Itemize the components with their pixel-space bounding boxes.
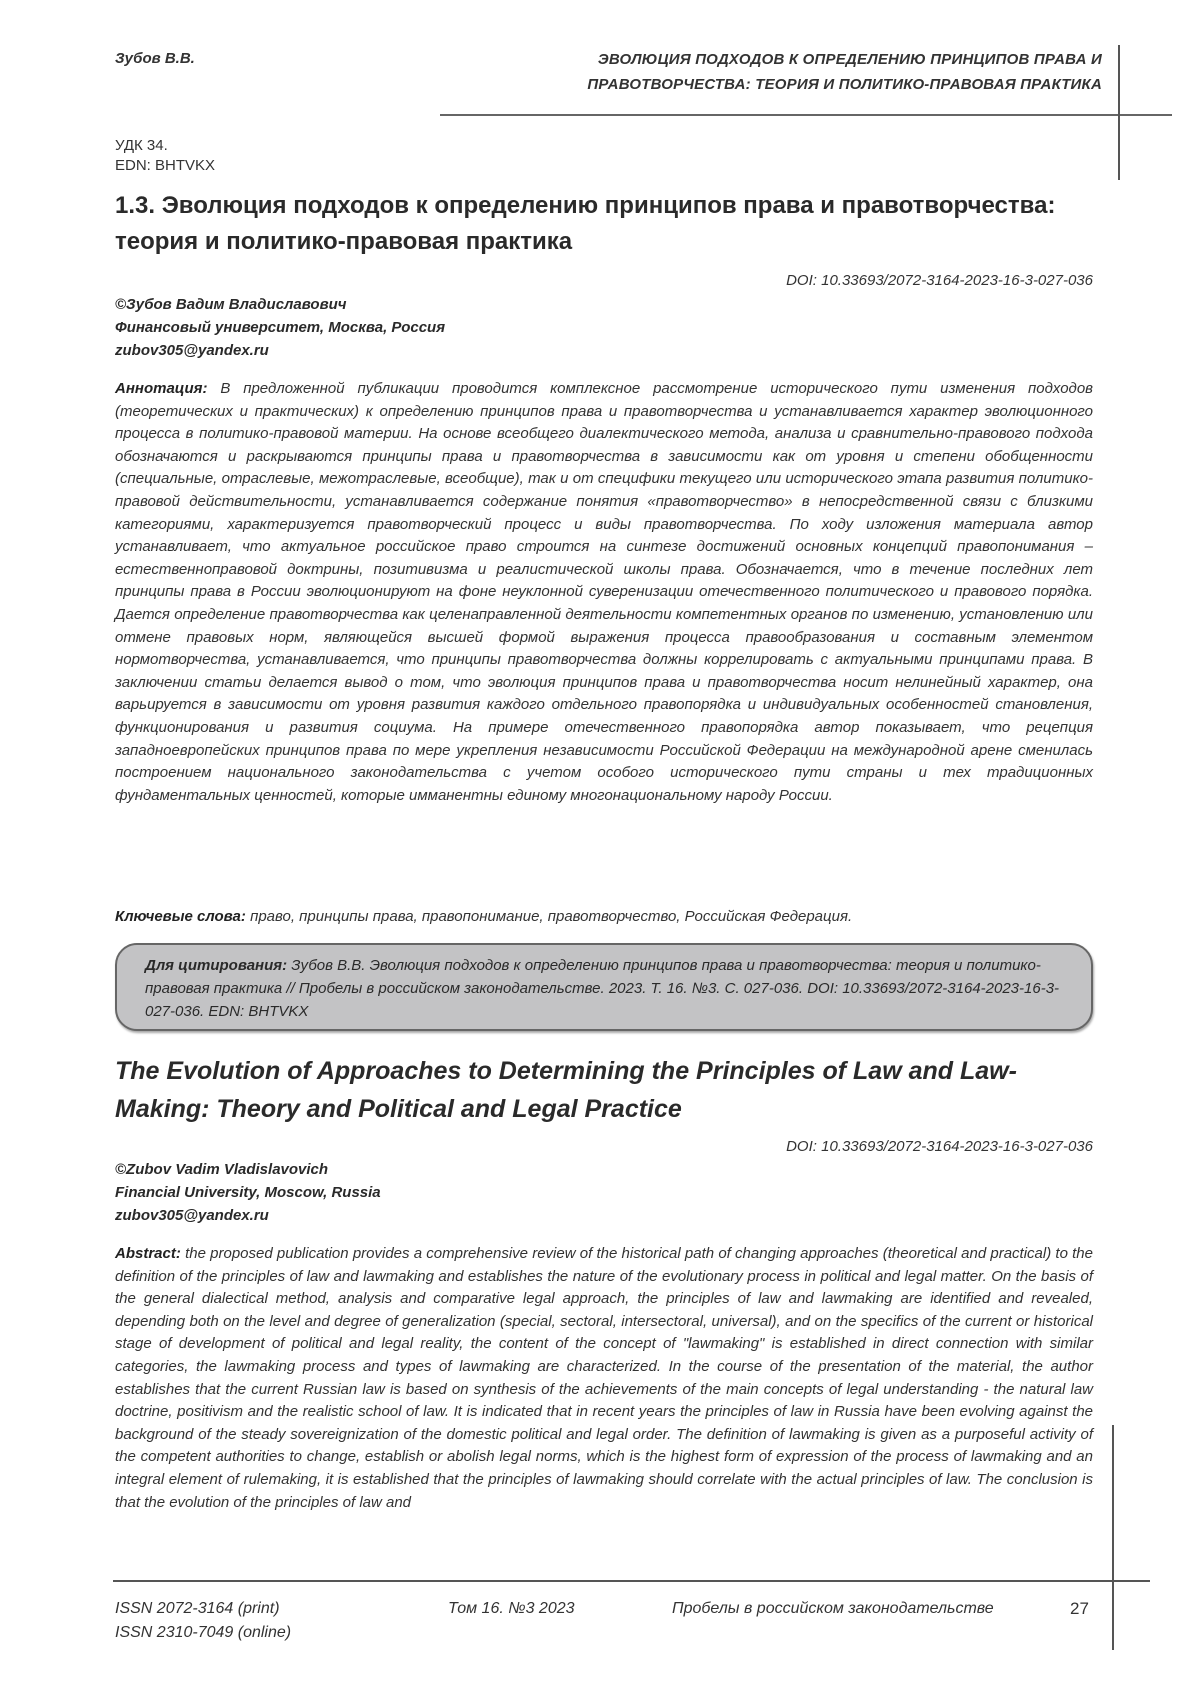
author-affiliation-ru: Финансовый университет, Москва, Россия [115, 319, 446, 336]
author-name-en: ©Zubov Vadim Vladislavovich [115, 1161, 329, 1178]
citation-content [145, 954, 1065, 1023]
citation-label: Для цитирования: [145, 957, 288, 974]
running-head-title: ЭВОЛЮЦИЯ ПОДХОДОВ К ОПРЕДЕЛЕНИЮ ПРИНЦИПОВ ПРАВА И ПРАВОТВОРЧЕСТВА: ТЕОРИЯ И ПОЛИТИКО-ПРАВОВАЯ ПРАКТИКА [587, 51, 1102, 93]
footer-journal-name: Пробелы в российском законодательстве [672, 1600, 994, 1617]
edn-code: EDN: BHTVKX [115, 157, 216, 174]
doi-ru[interactable]: DOI: 10.33693/2072-3164-2023-16-3-027-036 [786, 272, 1093, 289]
footer-rule [113, 1580, 1150, 1582]
keywords-label: Ключевые слова: [115, 908, 246, 925]
classification-block [115, 136, 215, 176]
citation-box [115, 943, 1093, 1031]
crop-mark-top [1118, 45, 1120, 180]
abstract-label: Abstract: [115, 1245, 181, 1262]
abstract-en [115, 1243, 1093, 1514]
header-rule [440, 114, 1172, 116]
citation-text: Зубов В.В. Эволюция подходов к определению принципов права и правотворчества: теория и политико-правовая практика // Пробелы в российском законодательстве. 2023. Т. 16. №3. С. 027-036. DOI: 10.33693/2072-3164-2023-16-3-027-036. EDN: BHTVKX [145, 957, 1060, 1020]
annotation-text: В предложенной публикации проводится комплексное рассмотрение исторического пути изменения подходов (теоретических и практических) к определению принципов права и правотворчества и устанавливается характер эволюционного процесса в политико-правовой материи. На основе всеобщего диалектического метода, анализа и сравнительно-правового подхода обозначаются и раскрываются принципы права и правотворчества в зависимости как от уровня и степени обобщенности (специальные, отраслевые, межотраслевые, всеобщие), так и от специфики текущего или исторического этапа развития политико-правовой действительности, устанавливается содержание понятия «правотворчество» в непосредственной связи с близкими категориями, характеризуется правотворческий процесс и виды правотворчества. По ходу изложения материала автор устанавливает, что актуальное российское право строится на синтезе достижений основных концепций правопонимания – естественноправовой доктрины, позитивизма и реалистической школы права. Обозначается, что в течение последних лет принципы права в России эволюционируют на фоне неуклонной суверенизации отечественного политического и правового порядка. Дается определение правотворчества как целенаправленной деятельности компетентных органов по изменению, установлению или отмене правовых норм, являющейся высшей формой выражения процесса правообразования и составным элементом нормотворчества, устанавливается, что принципы правотворчества должны коррелировать с актуальными принципами права. В заключении статьи делается вывод о том, что эволюция принципов права и правотворчества носит нелинейный характер, она варьируется в зависимости от уровня развития каждого отдельного правопорядка и индивидуальных особенностей становления, функционирования и развития социума. На примере отечественного правопорядка автор показывает, что рецепция западноевропейских принципов права по мере укрепления независимости Российской Федерации на международной арене сменилась построением национального законодательства с учетом особого исторического пути страны и тех традиционных фундаментальных ценностей, которые имманентны единому многонациональному народу России. [115, 380, 1093, 804]
author-block-en [115, 1158, 381, 1227]
footer-issn [115, 1597, 291, 1645]
keywords-text: право, принципы права, правопонимание, правотворчество, Российская Федерация. [250, 908, 853, 925]
author-affiliation-en: Financial University, Moscow, Russia [115, 1184, 381, 1201]
article-title-en: The Evolution of Approaches to Determining the Principles of Law and Law-Making: Theory and Political and Legal Practice [115, 1057, 1017, 1123]
issn-online: ISSN 2310-7049 (online) [115, 1624, 292, 1641]
author-email-ru[interactable]: zubov305@yandex.ru [115, 342, 269, 359]
keywords-ru [115, 906, 1093, 929]
annotation-ru [115, 378, 1093, 807]
author-name-ru: ©Зубов Вадим Владиславович [115, 296, 347, 313]
page-number: 27 [1070, 1599, 1089, 1618]
author-block-ru [115, 293, 445, 362]
annotation-label: Аннотация: [115, 380, 208, 397]
abstract-text: the proposed publication provides a comprehensive review of the historical path of changing approaches (theoretical and practical) to the definition of the principles of law and lawmaking and establishes the nature of the evolutionary process in political and legal matter. On the basis of the general dialectical method, analysis and comparative legal approach, the principles of law and lawmaking are identified and revealed, depending both on the level and degree of generalization (special, sectoral, intersectoral, universal), and on the specifics of the current or historical stage of development of political and legal reality, the content of the concept of "lawmaking" is established in direct connection with similar categories, the lawmaking process and types of lawmaking are characterized. In the course of the presentation of the material, the author establishes that the current Russian law is based on synthesis of the achievements of the main concepts of legal understanding - the natural law doctrine, positivism and the realistic school of law. It is indicated that in recent years the principles of law in Russia have been evolving against the background of the steady sovereignization of the domestic political and legal order. The definition of lawmaking is given as a purposeful activity of the competent authorities to change, establish or abolish legal norms, which is the highest form of expression of the process of lawmaking and an integral element of rulemaking, it is established that the principles of lawmaking should correlate with the actual principles of law. The conclusion is that the evolution of the principles of law and [115, 1245, 1093, 1511]
crop-mark-bottom [1112, 1425, 1114, 1650]
udk-code: УДК 34. [115, 137, 168, 154]
author-email-en[interactable]: zubov305@yandex.ru [115, 1207, 269, 1224]
running-head-author: Зубов В.В. [115, 50, 195, 67]
issn-print: ISSN 2072-3164 (print) [115, 1600, 280, 1617]
doi-en[interactable]: DOI: 10.33693/2072-3164-2023-16-3-027-036 [786, 1138, 1093, 1155]
footer-volume: Том 16. №3 2023 [448, 1600, 575, 1617]
article-title-ru: 1.3. Эволюция подходов к определению принципов права и правотворчества: теория и политико-правовая практика [115, 192, 1056, 255]
